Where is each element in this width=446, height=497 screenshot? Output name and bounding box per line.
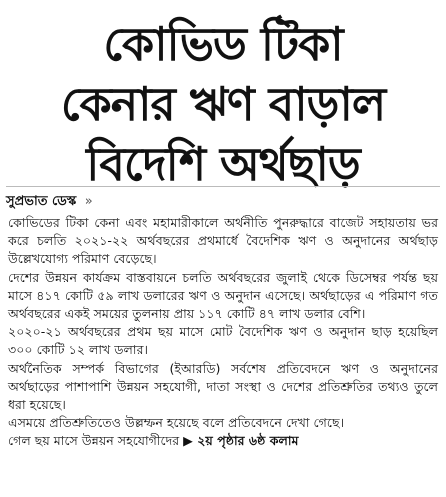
paragraph-2: দেশের উন্নয়ন কার্যক্রম বাস্তবায়নে চলতি অর্থবছরের জুলাই থেকে ডিসেম্বর পর্যন্ত ছয় মাসে ৪১৭ কোটি ৫৯ লাখ ডলারের ঋণ ও অনুদান এসেছে। অর্থছাড়ের এ পরিমাণ গত অর্থবছরের একই সময়ের তুলনায় প্রায় ১১৭ কোটি ৪৭ লাখ ডলার বেশি। bbox=[8, 269, 438, 322]
headline-line-3: বিদেশি অর্থছাড় bbox=[86, 137, 360, 191]
paragraph-5: এসময়ে প্রতিশ্রুতিতেও উল্লম্ফন হয়েছে বলে প্রতিবেদনে দেখা গেছে। bbox=[8, 415, 345, 431]
article-body bbox=[8, 214, 438, 451]
continuation-link[interactable]: ▶ ২য় পৃষ্ঠার ৬ষ্ঠ কলাম bbox=[183, 433, 299, 449]
headline-line-2: কেনার ঋণ বাড়াল bbox=[60, 77, 386, 131]
last-line-text: গেল ছয় মাসে উন্নয়ন সহযোগীদের bbox=[8, 433, 180, 449]
byline bbox=[6, 192, 93, 213]
byline-desk: সুপ্রভাত ডেস্ক bbox=[6, 194, 77, 209]
headline bbox=[0, 14, 446, 194]
byline-arrows-icon: » bbox=[84, 194, 93, 209]
paragraph-4: অর্থনৈতিক সম্পর্ক বিভাগের (ইআরডি) সর্বশেষ প্রতিবেদনে ঋণ ও অনুদানের অর্থছাড়ের পাশাপাশি উন্নয়ন সহযোগী, দাতা সংস্থা ও দেশের প্রতিশ্রুতির তথ্যও তুলে ধরা হয়েছে। bbox=[8, 360, 438, 413]
byline-bar bbox=[6, 186, 440, 209]
last-line bbox=[8, 432, 438, 450]
headline-line-1: কোভিড টিকা bbox=[103, 17, 343, 71]
paragraph-1: কোভিডের টিকা কেনা এবং মহামারীকালে অর্থনীতি পুনরুদ্ধারে বাজেট সহায়তায় ভর করে চলতি ২০২১-২২ অর্থবছরের প্রথমার্ধে বৈদেশিক ঋণ ও অনুদানের অর্থছাড় উল্লেখযোগ্য পরিমাণ বেড়েছে। bbox=[8, 215, 438, 267]
paragraph-3: ২০২০-২১ অর্থবছরের প্রথম ছয় মাসে মোট বৈদেশিক ঋণ ও অনুদান ছাড় হয়েছিল ৩০০ কোটি ১২ লাখ ডলার। bbox=[8, 324, 438, 358]
